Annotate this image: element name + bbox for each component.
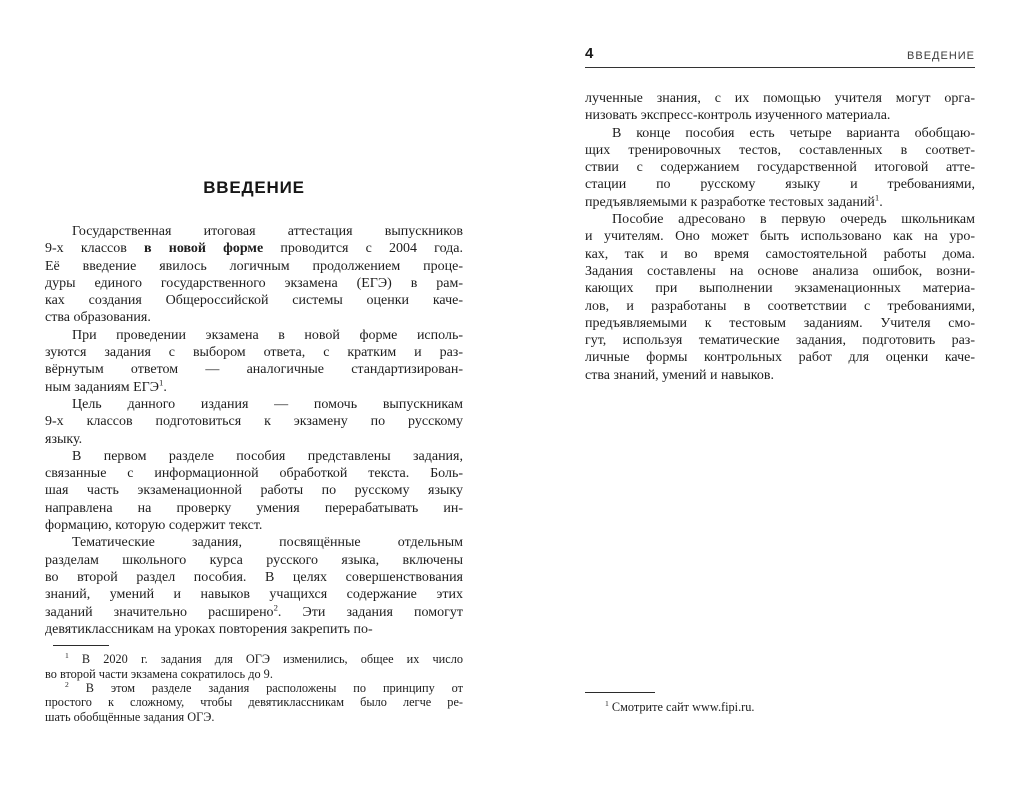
right-page: [585, 45, 975, 757]
text-line: вёрнутым ответом — аналогичные стандартизирован-: [45, 362, 463, 378]
text-line: Цель данного издания — помочь выпускникам: [72, 396, 463, 412]
text-line: формацию, которую содержит текст.: [45, 518, 263, 534]
text-line: девятиклассникам на уроках повторения закрепить по-: [45, 621, 373, 637]
text-line: При проведении экзамена в новой форме исполь-: [72, 327, 463, 343]
text-line: ным заданиям ЕГЭ$^1$.: [45, 377, 167, 395]
text-line: предъявляемыми к тестовым заданиям. Учителя смо-: [585, 315, 975, 331]
right-body-text: [585, 90, 975, 384]
text-line: дуры единого государственного экзамена (ЕГЭ) в рам-: [45, 275, 463, 291]
text-line: ства образования.: [45, 310, 151, 326]
text-line: предъявляемыми к разработке тестовых заданий$^1$.: [585, 192, 883, 210]
text-line: В конце пособия есть четыре варианта обобщаю-: [612, 125, 975, 141]
text-line: связанные с информационной обработкой текста. Боль-: [45, 466, 463, 482]
text-line: 9-х классов в новой форме проводится с 2004 года.: [45, 241, 464, 257]
text-line: ках, так и во время самостоятельной работы дома.: [585, 246, 975, 262]
text-line: $^1$ В 2020 г. задания для ОГЭ изменились, общее их число: [65, 651, 463, 667]
text-line: знаний, умений и навыков учащихся содержание этих: [45, 587, 463, 603]
text-line: шая часть экзаменационной работы по русскому языку: [45, 483, 463, 499]
text-line: Государственная итоговая аттестация выпускников: [72, 224, 463, 239]
text-line: языку.: [45, 431, 83, 447]
text-line: гут, используя тематические задания, подготовить раз-: [585, 333, 975, 349]
text-line: шать обобщённые задания ОГЭ.: [45, 709, 215, 724]
text-line: личные формы контрольных работ для оценки каче-: [585, 350, 975, 366]
paragraph: [585, 90, 975, 125]
text-line: $^2$ В этом разделе задания расположены по принципу от: [65, 679, 463, 695]
paragraph: [45, 396, 463, 448]
text-line: кающих при выполнении экзаменационных материа-: [585, 281, 975, 297]
right-footnotes: [585, 700, 975, 714]
text-line: лов, и разработаны в соответствии с требованиями,: [585, 298, 975, 314]
text-line: Задания составлены на основе анализа ошибок, возни-: [585, 263, 975, 279]
text-line: во второй части экзамена сократилось до 9.: [45, 666, 273, 681]
text-line: стации по русскому языку и требованиями,: [585, 177, 975, 193]
text-line: низовать экспресс-контроль изученного материала.: [585, 108, 891, 124]
paragraph: [585, 211, 975, 384]
left-page: [45, 178, 463, 724]
paragraph: [45, 681, 463, 724]
text-line: направлена на проверку умения перерабатывать ин-: [45, 500, 463, 516]
page-number: 4: [585, 45, 594, 62]
text-line: щих тренировочных тестов, составленных в соответ-: [585, 142, 975, 158]
footnote-divider: [53, 645, 109, 646]
text-line: 9-х классов подготовиться к экзамену по русскому: [45, 414, 463, 430]
text-line: Её введение явилось логичным продолжением проце-: [45, 258, 463, 274]
text-line: Пособие адресовано в первую очередь школьникам: [612, 212, 975, 228]
text-line: ства знаний, умений и навыков.: [585, 367, 774, 383]
paragraph: [45, 534, 463, 638]
text-line: В первом разделе пособия представлены задания,: [72, 448, 463, 464]
text-line: лученные знания, с их помощью учителя могут орга-: [585, 91, 975, 106]
running-title: ВВЕДЕНИЕ: [907, 50, 975, 62]
left-footnotes: [45, 652, 463, 724]
text-line: простого к сложному, чтобы девятиклассникам было легче ре-: [45, 695, 463, 710]
text-line: ках создания Общероссийской системы оценки каче-: [45, 293, 463, 309]
right-footnote-block: [585, 692, 975, 714]
text-line: зуются задания с выбором ответа, с кратким и раз-: [45, 345, 463, 361]
footnote-divider: [585, 692, 655, 693]
paragraph: [45, 327, 463, 396]
text-line: Тематические задания, посвящённые отдельным: [72, 535, 463, 551]
text-line: заданий значительно расширено$^2$. Эти задания помогут: [45, 601, 463, 620]
left-body-text: [45, 223, 463, 638]
paragraph: [45, 223, 463, 327]
text-line: во второй раздел пособия. В целях совершенствования: [45, 569, 463, 585]
page-title: ВВЕДЕНИЕ: [203, 178, 305, 197]
text-line: разделам школьного курса русского языка, включены: [45, 552, 463, 568]
paragraph: [45, 448, 463, 534]
paragraph: [585, 700, 975, 714]
running-header: [585, 45, 975, 68]
text-line: и учителям. Оно может быть использовано как на уро-: [585, 229, 975, 245]
text-line: $^1$ Смотрите сайт www.fipi.ru.: [605, 698, 755, 714]
text-line: ствии с содержанием государственной итоговой атте-: [585, 160, 975, 176]
paragraph: [45, 652, 463, 681]
paragraph: [585, 125, 975, 211]
